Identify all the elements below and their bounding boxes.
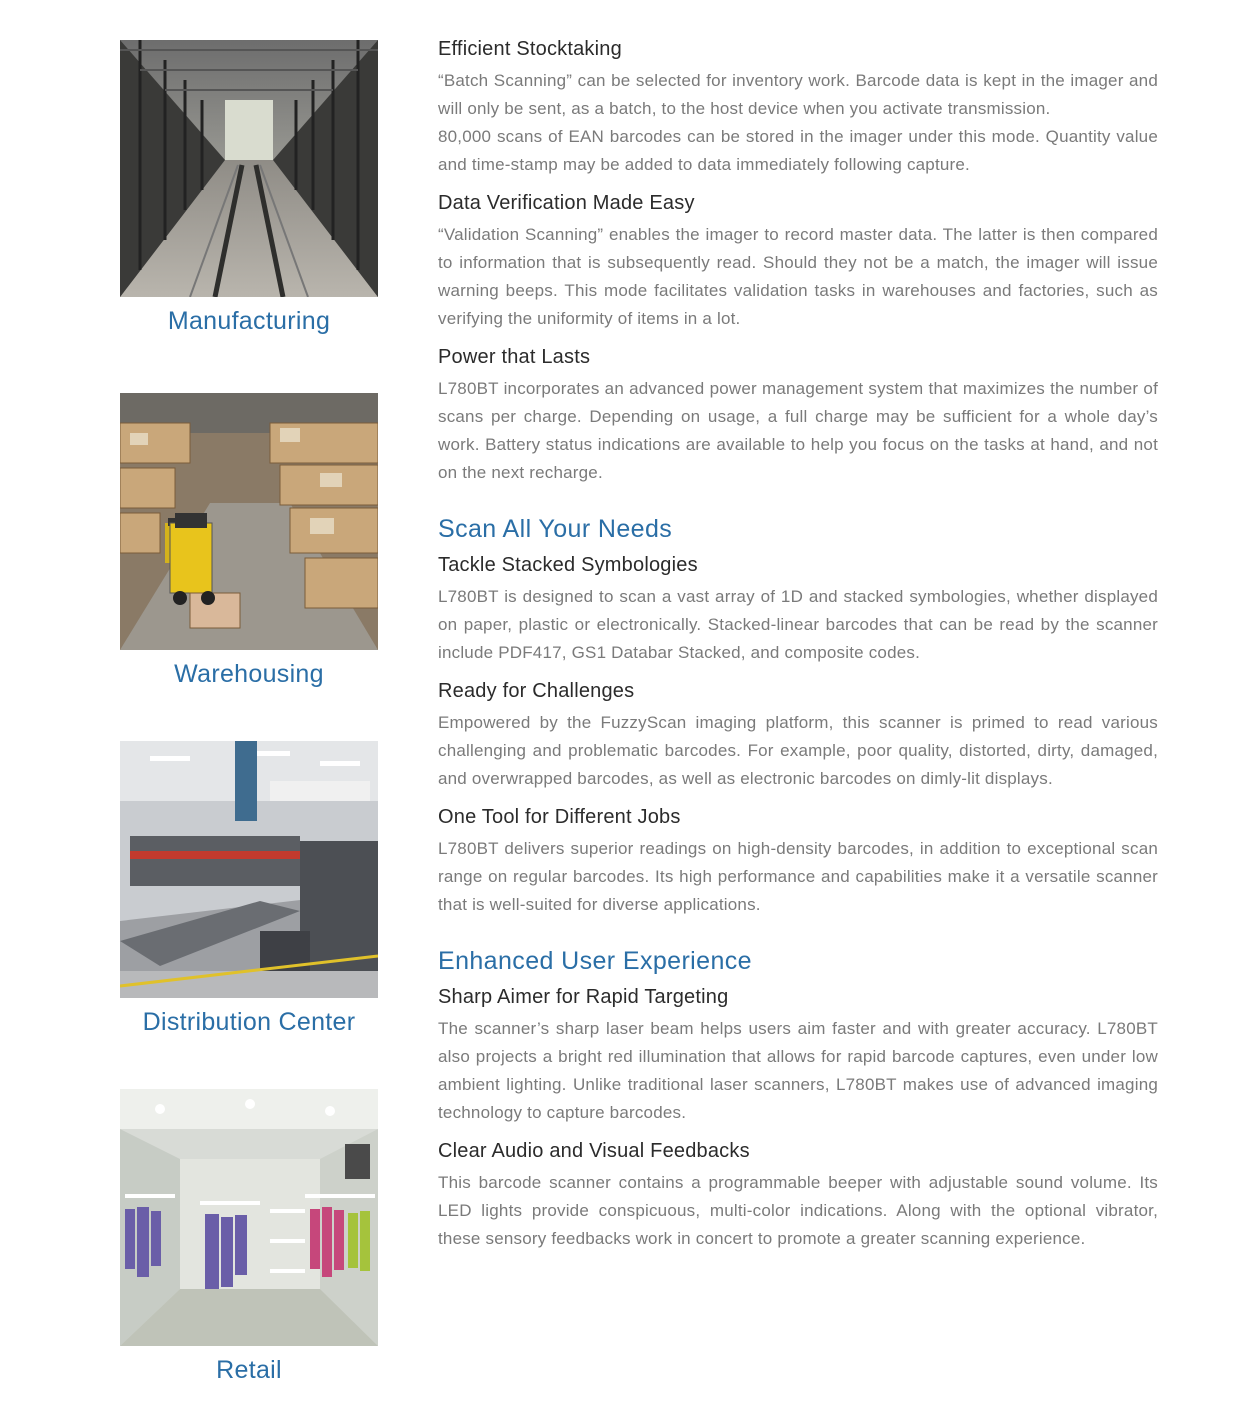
industry-warehousing bbox=[120, 393, 378, 689]
feature-title: Ready for Challenges bbox=[438, 680, 635, 702]
section-heading-user-experience: Enhanced User Experience bbox=[438, 947, 752, 975]
feature-sharp-aimer bbox=[438, 986, 1158, 1127]
industry-retail bbox=[120, 1089, 378, 1385]
feature-title: Power that Lasts bbox=[438, 346, 591, 368]
feature-description bbox=[438, 67, 1158, 179]
manufacturing-photo bbox=[120, 40, 378, 297]
feature-description: The scanner’s sharp laser beam helps users aim faster and with greater accuracy. L780BT also projects a bright red illumination that allows for rapid barcode captures, even under low ambient lighting. Unlike traditional laser scanners, L780BT makes use of advanced imaging technology to capture barcodes. bbox=[438, 1019, 1158, 1122]
warehousing-photo bbox=[120, 393, 378, 650]
feature-one-tool bbox=[438, 806, 1158, 919]
industry-label: Distribution Center bbox=[142, 1008, 356, 1036]
feature-description: L780BT incorporates an advanced power management system that maximizes the number of scans per charge. Depending on usage, a full charge may be sufficient for a whole day’s work. Battery status indications are available to help you focus on the tasks at hand, and not on the next recharge. bbox=[438, 379, 1158, 482]
industry-label: Retail bbox=[216, 1356, 282, 1384]
feature-paragraph: 80,000 scans of EAN barcodes can be stored in the imager under this mode. Quantity value and time-stamp may be added to data immediately following capture. bbox=[438, 127, 1158, 174]
section-heading-scan: Scan All Your Needs bbox=[438, 515, 673, 543]
feature-description: “Validation Scanning” enables the imager to record master data. The latter is then compared to information that is subsequently read. Should they not be a match, the imager will issue warning beeps. This mode facilitates validation tasks in warehouses and factories, such as verifying the uniformity of items in a lot. bbox=[438, 225, 1158, 328]
industry-manufacturing bbox=[120, 40, 378, 336]
feature-description: L780BT is designed to scan a vast array of 1D and stacked symbologies, whether displayed on paper, plastic or electronically. Stacked-linear barcodes that can be read by the scanner include PDF417, GS1 Databar Stacked, and composite codes. bbox=[438, 587, 1158, 662]
feature-ready-for-challenges bbox=[438, 680, 1158, 793]
feature-title: Data Verification Made Easy bbox=[438, 192, 695, 214]
feature-description: Empowered by the FuzzyScan imaging platform, this scanner is primed to read various challenging and problematic barcodes. For example, poor quality, distorted, dirty, damaged, and overwrapped barcodes, as well as electronic barcodes on dimly-lit displays. bbox=[438, 713, 1158, 788]
feature-paragraph: “Batch Scanning” can be selected for inventory work. Barcode data is kept in the imager and will only be sent, as a batch, to the host device when you activate transmission. bbox=[438, 71, 1158, 118]
feature-title: One Tool for Different Jobs bbox=[438, 806, 681, 828]
feature-title: Tackle Stacked Symbologies bbox=[438, 554, 698, 576]
feature-content bbox=[438, 38, 1158, 1266]
feature-power-that-lasts bbox=[438, 346, 1158, 487]
feature-description: L780BT delivers superior readings on high-density barcodes, in addition to exceptional scan range on regular barcodes. Its high performance and capabilities make it a versatile scanner that is well-suited for diverse applications. bbox=[438, 839, 1158, 914]
feature-description: This barcode scanner contains a programmable beeper with adjustable sound volume. Its LED lights provide conspicuous, multi-color indications. Along with the optional vibrator, these sensory feedbacks work in concert to promote a greater scanning experience. bbox=[438, 1173, 1158, 1248]
feature-efficient-stocktaking bbox=[438, 38, 1158, 179]
feature-stacked-symbologies bbox=[438, 554, 1158, 667]
industry-label: Manufacturing bbox=[167, 307, 331, 335]
distribution-center-photo bbox=[120, 741, 378, 998]
retail-photo bbox=[120, 1089, 378, 1346]
feature-data-verification bbox=[438, 192, 1158, 333]
feature-audio-visual-feedback bbox=[438, 1140, 1158, 1253]
industry-label: Warehousing bbox=[174, 660, 324, 688]
feature-title: Efficient Stocktaking bbox=[438, 38, 622, 60]
feature-title: Clear Audio and Visual Feedbacks bbox=[438, 1140, 750, 1162]
feature-title: Sharp Aimer for Rapid Targeting bbox=[438, 986, 729, 1008]
industry-distribution-center bbox=[120, 741, 378, 1037]
